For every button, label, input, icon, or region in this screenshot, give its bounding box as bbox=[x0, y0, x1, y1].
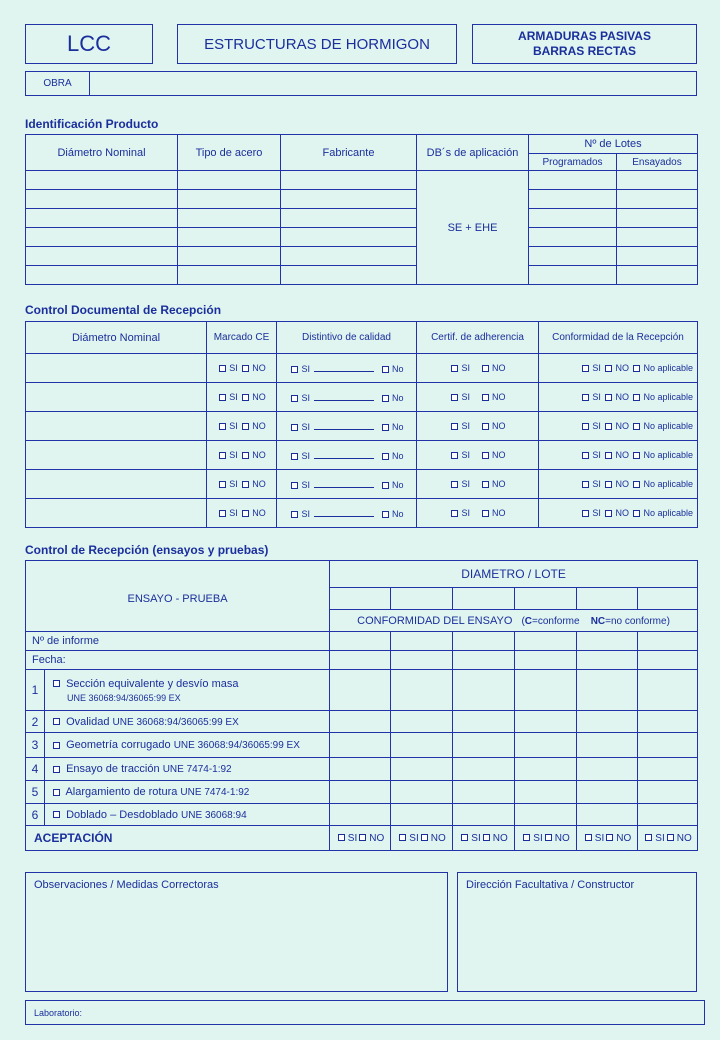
checkbox-icon[interactable] bbox=[633, 481, 640, 488]
doc-cell-marcado[interactable]: SI NO bbox=[207, 354, 277, 383]
doc-cell-diametro[interactable] bbox=[26, 412, 207, 441]
doc-cell-diametro[interactable] bbox=[26, 383, 207, 412]
cell-diametro[interactable] bbox=[26, 171, 178, 190]
doc-cell-conformidad[interactable]: SI NO No aplicable bbox=[539, 441, 698, 470]
checkbox-icon bbox=[461, 834, 468, 841]
checkbox-icon[interactable] bbox=[451, 423, 458, 430]
result-cell[interactable] bbox=[515, 711, 577, 733]
type-box bbox=[472, 24, 697, 64]
result-cell[interactable] bbox=[330, 670, 391, 711]
doc-cell-marcado[interactable]: SI NO bbox=[207, 383, 277, 412]
doc-row bbox=[26, 354, 698, 383]
checkbox-icon bbox=[359, 834, 366, 841]
informe-cell[interactable] bbox=[391, 632, 453, 651]
checkbox-icon[interactable] bbox=[582, 510, 589, 517]
checkbox-icon[interactable] bbox=[242, 481, 249, 488]
doc-cell-certif[interactable]: SI NO bbox=[417, 441, 539, 470]
result-cell[interactable] bbox=[330, 758, 391, 781]
aceptacion-cell[interactable]: SI NO bbox=[391, 826, 453, 851]
result-cell[interactable] bbox=[577, 758, 638, 781]
doc-cell-distintivo[interactable]: SI No bbox=[277, 383, 417, 412]
cell-fabricante[interactable] bbox=[281, 266, 417, 285]
lote-cell[interactable] bbox=[453, 588, 515, 610]
checkbox-icon[interactable] bbox=[219, 394, 226, 401]
result-cell[interactable] bbox=[330, 711, 391, 733]
result-cell[interactable] bbox=[577, 711, 638, 733]
doc-row bbox=[26, 412, 698, 441]
cell-programados[interactable] bbox=[529, 266, 617, 285]
checkbox-icon[interactable] bbox=[582, 394, 589, 401]
checkbox-icon bbox=[585, 834, 592, 841]
cell-programados[interactable] bbox=[529, 228, 617, 247]
doc-cell-conformidad[interactable]: SI NO No aplicable bbox=[539, 354, 698, 383]
checkbox-icon bbox=[645, 834, 652, 841]
checkbox-icon bbox=[523, 834, 530, 841]
test-name: Ensayo de tracción UNE 7474-1:92 bbox=[45, 758, 330, 781]
test-name: Alargamiento de rotura UNE 7474-1:92 bbox=[45, 781, 330, 804]
checkbox-icon bbox=[421, 834, 428, 841]
identificacion-table bbox=[25, 134, 698, 285]
checkbox-icon bbox=[667, 834, 674, 841]
doc-cell-certif[interactable]: SI NO bbox=[417, 383, 539, 412]
cell-ensayados[interactable] bbox=[617, 190, 698, 209]
doc-cell-marcado[interactable]: SI NO bbox=[207, 499, 277, 528]
aceptacion-cell[interactable]: SI NO bbox=[453, 826, 515, 851]
checkbox-icon[interactable] bbox=[451, 452, 458, 459]
doc-col-distintivo: Distintivo de calidad bbox=[277, 322, 417, 354]
checkbox-icon[interactable] bbox=[382, 395, 389, 402]
cell-diametro[interactable] bbox=[26, 228, 178, 247]
doc-cell-distintivo[interactable]: SI No bbox=[277, 499, 417, 528]
aceptacion-cell[interactable]: SI NO bbox=[577, 826, 638, 851]
test-number: 2 bbox=[26, 711, 45, 733]
cell-programados[interactable] bbox=[529, 247, 617, 266]
blank-line bbox=[314, 421, 374, 430]
result-cell[interactable] bbox=[515, 781, 577, 804]
checkbox-icon[interactable] bbox=[633, 365, 640, 372]
result-cell[interactable] bbox=[638, 804, 698, 826]
checkbox-icon[interactable] bbox=[582, 423, 589, 430]
aceptacion-label: ACEPTACIÓN bbox=[26, 826, 330, 851]
result-cell[interactable] bbox=[515, 758, 577, 781]
checkbox-icon[interactable] bbox=[482, 452, 489, 459]
test-name: Geometría corrugado UNE 36068:94/36065:99 EX bbox=[45, 733, 330, 758]
laboratorio-label: Laboratorio: bbox=[34, 1007, 83, 1018]
lote-cell[interactable] bbox=[330, 588, 391, 610]
conformidad-row: CONFORMIDAD DEL ENSAYO (C=conforme NC=no conforme) bbox=[330, 610, 698, 632]
checkbox-icon[interactable] bbox=[53, 742, 60, 749]
obra-field[interactable] bbox=[90, 72, 696, 95]
checkbox-icon[interactable] bbox=[53, 718, 60, 725]
doc-cell-marcado[interactable]: SI NO bbox=[207, 470, 277, 499]
col-ensayados: Ensayados bbox=[617, 154, 698, 171]
observaciones-label: Observaciones / Medidas Correctoras bbox=[34, 879, 219, 891]
fecha-cell[interactable] bbox=[515, 651, 577, 670]
test-row bbox=[26, 804, 698, 826]
checkbox-icon[interactable] bbox=[242, 452, 249, 459]
cell-fabricante[interactable] bbox=[281, 209, 417, 228]
result-cell[interactable] bbox=[515, 804, 577, 826]
checkbox-icon[interactable] bbox=[382, 453, 389, 460]
cell-tipo[interactable] bbox=[178, 228, 281, 247]
cell-ensayados[interactable] bbox=[617, 171, 698, 190]
test-number: 1 bbox=[26, 670, 45, 711]
cell-tipo[interactable] bbox=[178, 190, 281, 209]
col-db-aplicacion: DB´s de aplicación bbox=[417, 135, 529, 171]
test-number: 4 bbox=[26, 758, 45, 781]
test-number: 3 bbox=[26, 733, 45, 758]
checkbox-icon[interactable] bbox=[53, 811, 60, 818]
result-cell[interactable] bbox=[577, 670, 638, 711]
result-cell[interactable] bbox=[638, 670, 698, 711]
test-name: Sección equivalente y desvío masa UNE 36068:94/36065:99 EX bbox=[45, 670, 330, 711]
checkbox-icon[interactable] bbox=[451, 510, 458, 517]
result-cell[interactable] bbox=[330, 804, 391, 826]
section-title-identificacion: Identificación Producto bbox=[25, 117, 159, 131]
cell-tipo[interactable] bbox=[178, 247, 281, 266]
checkbox-icon[interactable] bbox=[605, 481, 612, 488]
informe-cell[interactable] bbox=[453, 632, 515, 651]
test-row bbox=[26, 781, 698, 804]
col-programados: Programados bbox=[529, 154, 617, 171]
checkbox-icon[interactable] bbox=[291, 424, 298, 431]
doc-cell-diametro[interactable] bbox=[26, 470, 207, 499]
aceptacion-cell[interactable]: SI NO bbox=[330, 826, 391, 851]
checkbox-icon[interactable] bbox=[605, 394, 612, 401]
aceptacion-cell[interactable]: SI NO bbox=[638, 826, 698, 851]
result-cell[interactable] bbox=[515, 733, 577, 758]
test-row bbox=[26, 711, 698, 733]
checkbox-icon[interactable] bbox=[219, 481, 226, 488]
doc-col-certif: Certif. de adherencia bbox=[417, 322, 539, 354]
checkbox-icon bbox=[338, 834, 345, 841]
cell-diametro[interactable] bbox=[26, 266, 178, 285]
lote-cell[interactable] bbox=[638, 588, 698, 610]
direccion-box[interactable] bbox=[457, 872, 697, 992]
cell-ensayados[interactable] bbox=[617, 266, 698, 285]
obra-row bbox=[25, 71, 697, 96]
doc-row bbox=[26, 470, 698, 499]
db-value: SE + EHE bbox=[417, 171, 529, 285]
result-cell[interactable] bbox=[453, 781, 515, 804]
test-row bbox=[26, 758, 698, 781]
checkbox-icon[interactable] bbox=[451, 481, 458, 488]
checkbox-icon[interactable] bbox=[582, 481, 589, 488]
doc-cell-distintivo[interactable]: SI No bbox=[277, 441, 417, 470]
test-row bbox=[26, 670, 698, 711]
title-box bbox=[177, 24, 457, 64]
result-cell[interactable] bbox=[515, 670, 577, 711]
checkbox-icon[interactable] bbox=[242, 510, 249, 517]
checkbox-icon[interactable] bbox=[291, 511, 298, 518]
cell-fabricante[interactable] bbox=[281, 171, 417, 190]
cell-diametro[interactable] bbox=[26, 190, 178, 209]
doc-cell-distintivo[interactable]: SI No bbox=[277, 354, 417, 383]
col-fabricante: Fabricante bbox=[281, 135, 417, 171]
result-cell[interactable] bbox=[453, 670, 515, 711]
doc-col-marcado: Marcado CE bbox=[207, 322, 277, 354]
doc-cell-conformidad[interactable]: SI NO No aplicable bbox=[539, 412, 698, 441]
checkbox-icon[interactable] bbox=[633, 423, 640, 430]
checkbox-icon[interactable] bbox=[291, 366, 298, 373]
doc-cell-distintivo[interactable]: SI No bbox=[277, 412, 417, 441]
doc-cell-certif[interactable]: SI NO bbox=[417, 499, 539, 528]
doc-cell-distintivo[interactable]: SI No bbox=[277, 470, 417, 499]
checkbox-icon[interactable] bbox=[382, 424, 389, 431]
checkbox-icon[interactable] bbox=[291, 482, 298, 489]
checkbox-icon[interactable] bbox=[582, 452, 589, 459]
result-cell[interactable] bbox=[453, 804, 515, 826]
fecha-cell[interactable] bbox=[453, 651, 515, 670]
result-cell[interactable] bbox=[577, 804, 638, 826]
result-cell[interactable] bbox=[453, 711, 515, 733]
doc-cell-marcado[interactable]: SI NO bbox=[207, 441, 277, 470]
doc-cell-diametro[interactable] bbox=[26, 441, 207, 470]
result-cell[interactable] bbox=[453, 758, 515, 781]
cell-programados[interactable] bbox=[529, 190, 617, 209]
fecha-cell[interactable] bbox=[330, 651, 391, 670]
obra-label: OBRA bbox=[26, 72, 90, 95]
checkbox-icon[interactable] bbox=[482, 423, 489, 430]
direccion-label: Dirección Facultativa / Constructor bbox=[466, 879, 635, 891]
test-number: 5 bbox=[26, 781, 45, 804]
blank-line bbox=[314, 392, 374, 401]
ensayos-table bbox=[25, 560, 698, 851]
cell-tipo[interactable] bbox=[178, 171, 281, 190]
section-title-documental: Control Documental de Recepción bbox=[25, 303, 222, 317]
lote-cell[interactable] bbox=[391, 588, 453, 610]
checkbox-icon bbox=[606, 834, 613, 841]
doc-row bbox=[26, 499, 698, 528]
cell-fabricante[interactable] bbox=[281, 247, 417, 266]
documental-table bbox=[25, 321, 698, 528]
page-title: ESTRUCTURAS DE HORMIGON bbox=[204, 35, 430, 53]
checkbox-icon[interactable] bbox=[582, 365, 589, 372]
doc-cell-certif[interactable]: SI NO bbox=[417, 470, 539, 499]
informe-cell[interactable] bbox=[330, 632, 391, 651]
result-cell[interactable] bbox=[391, 781, 453, 804]
result-cell[interactable] bbox=[330, 733, 391, 758]
informe-cell[interactable] bbox=[515, 632, 577, 651]
checkbox-icon[interactable] bbox=[219, 510, 226, 517]
checkbox-icon[interactable] bbox=[291, 395, 298, 402]
cell-ensayados[interactable] bbox=[617, 228, 698, 247]
checkbox-icon[interactable] bbox=[219, 423, 226, 430]
col-diametro: Diámetro Nominal bbox=[26, 135, 178, 171]
informe-cell[interactable] bbox=[577, 632, 638, 651]
cell-fabricante[interactable] bbox=[281, 190, 417, 209]
checkbox-icon[interactable] bbox=[53, 766, 60, 773]
aceptacion-cell[interactable]: SI NO bbox=[515, 826, 577, 851]
checkbox-icon[interactable] bbox=[53, 789, 60, 796]
checkbox-icon[interactable] bbox=[605, 365, 612, 372]
checkbox-icon[interactable] bbox=[242, 423, 249, 430]
checkbox-icon bbox=[399, 834, 406, 841]
result-cell[interactable] bbox=[391, 733, 453, 758]
checkbox-icon[interactable] bbox=[382, 511, 389, 518]
result-cell[interactable] bbox=[391, 711, 453, 733]
lote-cell[interactable] bbox=[577, 588, 638, 610]
blank-line bbox=[314, 363, 374, 372]
checkbox-icon[interactable] bbox=[482, 394, 489, 401]
checkbox-icon bbox=[483, 834, 490, 841]
doc-col-diametro: Diámetro Nominal bbox=[26, 322, 207, 354]
result-cell[interactable] bbox=[391, 758, 453, 781]
checkbox-icon[interactable] bbox=[219, 365, 226, 372]
doc-cell-conformidad[interactable]: SI NO No aplicable bbox=[539, 383, 698, 412]
observaciones-box[interactable] bbox=[25, 872, 448, 992]
checkbox-icon[interactable] bbox=[451, 394, 458, 401]
type-line-2: BARRAS RECTAS bbox=[532, 44, 637, 58]
cell-programados[interactable] bbox=[529, 171, 617, 190]
checkbox-icon[interactable] bbox=[633, 394, 640, 401]
cell-ensayados[interactable] bbox=[617, 209, 698, 228]
doc-cell-diametro[interactable] bbox=[26, 354, 207, 383]
checkbox-icon[interactable] bbox=[53, 680, 60, 687]
checkbox-icon[interactable] bbox=[242, 394, 249, 401]
result-cell[interactable] bbox=[638, 758, 698, 781]
checkbox-icon[interactable] bbox=[605, 423, 612, 430]
checkbox-icon[interactable] bbox=[633, 452, 640, 459]
result-cell[interactable] bbox=[577, 781, 638, 804]
checkbox-icon[interactable] bbox=[605, 510, 612, 517]
doc-cell-marcado[interactable]: SI NO bbox=[207, 412, 277, 441]
checkbox-icon bbox=[545, 834, 552, 841]
section-title-ensayos: Control de Recepción (ensayos y pruebas) bbox=[25, 543, 269, 557]
logo-box bbox=[25, 24, 153, 64]
checkbox-icon[interactable] bbox=[482, 481, 489, 488]
checkbox-icon[interactable] bbox=[482, 510, 489, 517]
cell-diametro[interactable] bbox=[26, 247, 178, 266]
cell-tipo[interactable] bbox=[178, 209, 281, 228]
cell-diametro[interactable] bbox=[26, 209, 178, 228]
lote-cell[interactable] bbox=[515, 588, 577, 610]
doc-cell-diametro[interactable] bbox=[26, 499, 207, 528]
doc-cell-certif[interactable]: SI NO bbox=[417, 412, 539, 441]
checkbox-icon[interactable] bbox=[291, 453, 298, 460]
informe-cell[interactable] bbox=[638, 632, 698, 651]
checkbox-icon[interactable] bbox=[382, 366, 389, 373]
cell-ensayados[interactable] bbox=[617, 247, 698, 266]
result-cell[interactable] bbox=[453, 733, 515, 758]
doc-cell-conformidad[interactable]: SI NO No aplicable bbox=[539, 499, 698, 528]
cell-programados[interactable] bbox=[529, 209, 617, 228]
checkbox-icon[interactable] bbox=[219, 452, 226, 459]
blank-line bbox=[314, 508, 374, 517]
fecha-cell[interactable] bbox=[577, 651, 638, 670]
checkbox-icon[interactable] bbox=[242, 365, 249, 372]
test-number: 6 bbox=[26, 804, 45, 826]
result-cell[interactable] bbox=[638, 711, 698, 733]
result-cell[interactable] bbox=[638, 781, 698, 804]
test-name: Ovalidad UNE 36068:94/36065:99 EX bbox=[45, 711, 330, 733]
fecha-cell[interactable] bbox=[638, 651, 698, 670]
col-diametro-lote: DIAMETRO / LOTE bbox=[330, 561, 698, 588]
cell-tipo[interactable] bbox=[178, 266, 281, 285]
doc-cell-conformidad[interactable]: SI NO No aplicable bbox=[539, 470, 698, 499]
test-row bbox=[26, 733, 698, 758]
col-lotes: Nº de Lotes bbox=[529, 135, 698, 154]
result-cell[interactable] bbox=[391, 804, 453, 826]
test-name: Doblado – Desdoblado UNE 36068:94 bbox=[45, 804, 330, 826]
doc-col-conformidad: Conformidad de la Recepción bbox=[539, 322, 698, 354]
blank-line bbox=[314, 450, 374, 459]
doc-row bbox=[26, 383, 698, 412]
doc-row bbox=[26, 441, 698, 470]
checkbox-icon[interactable] bbox=[451, 365, 458, 372]
col-tipo-acero: Tipo de acero bbox=[178, 135, 281, 171]
fecha-label: Fecha: bbox=[26, 651, 330, 670]
checkbox-icon[interactable] bbox=[482, 365, 489, 372]
checkbox-icon[interactable] bbox=[633, 510, 640, 517]
fecha-cell[interactable] bbox=[391, 651, 453, 670]
checkbox-icon[interactable] bbox=[382, 482, 389, 489]
cell-fabricante[interactable] bbox=[281, 228, 417, 247]
col-ensayo-prueba: ENSAYO - PRUEBA bbox=[26, 561, 330, 632]
type-line-1: ARMADURAS PASIVAS bbox=[518, 29, 651, 43]
result-cell[interactable] bbox=[577, 733, 638, 758]
result-cell[interactable] bbox=[638, 733, 698, 758]
logo-text: LCC bbox=[66, 31, 111, 56]
checkbox-icon[interactable] bbox=[605, 452, 612, 459]
result-cell[interactable] bbox=[391, 670, 453, 711]
blank-line bbox=[314, 479, 374, 488]
doc-cell-certif[interactable]: SI NO bbox=[417, 354, 539, 383]
laboratorio-box[interactable] bbox=[25, 1000, 705, 1025]
result-cell[interactable] bbox=[330, 781, 391, 804]
informe-label: Nº de informe bbox=[26, 632, 330, 651]
